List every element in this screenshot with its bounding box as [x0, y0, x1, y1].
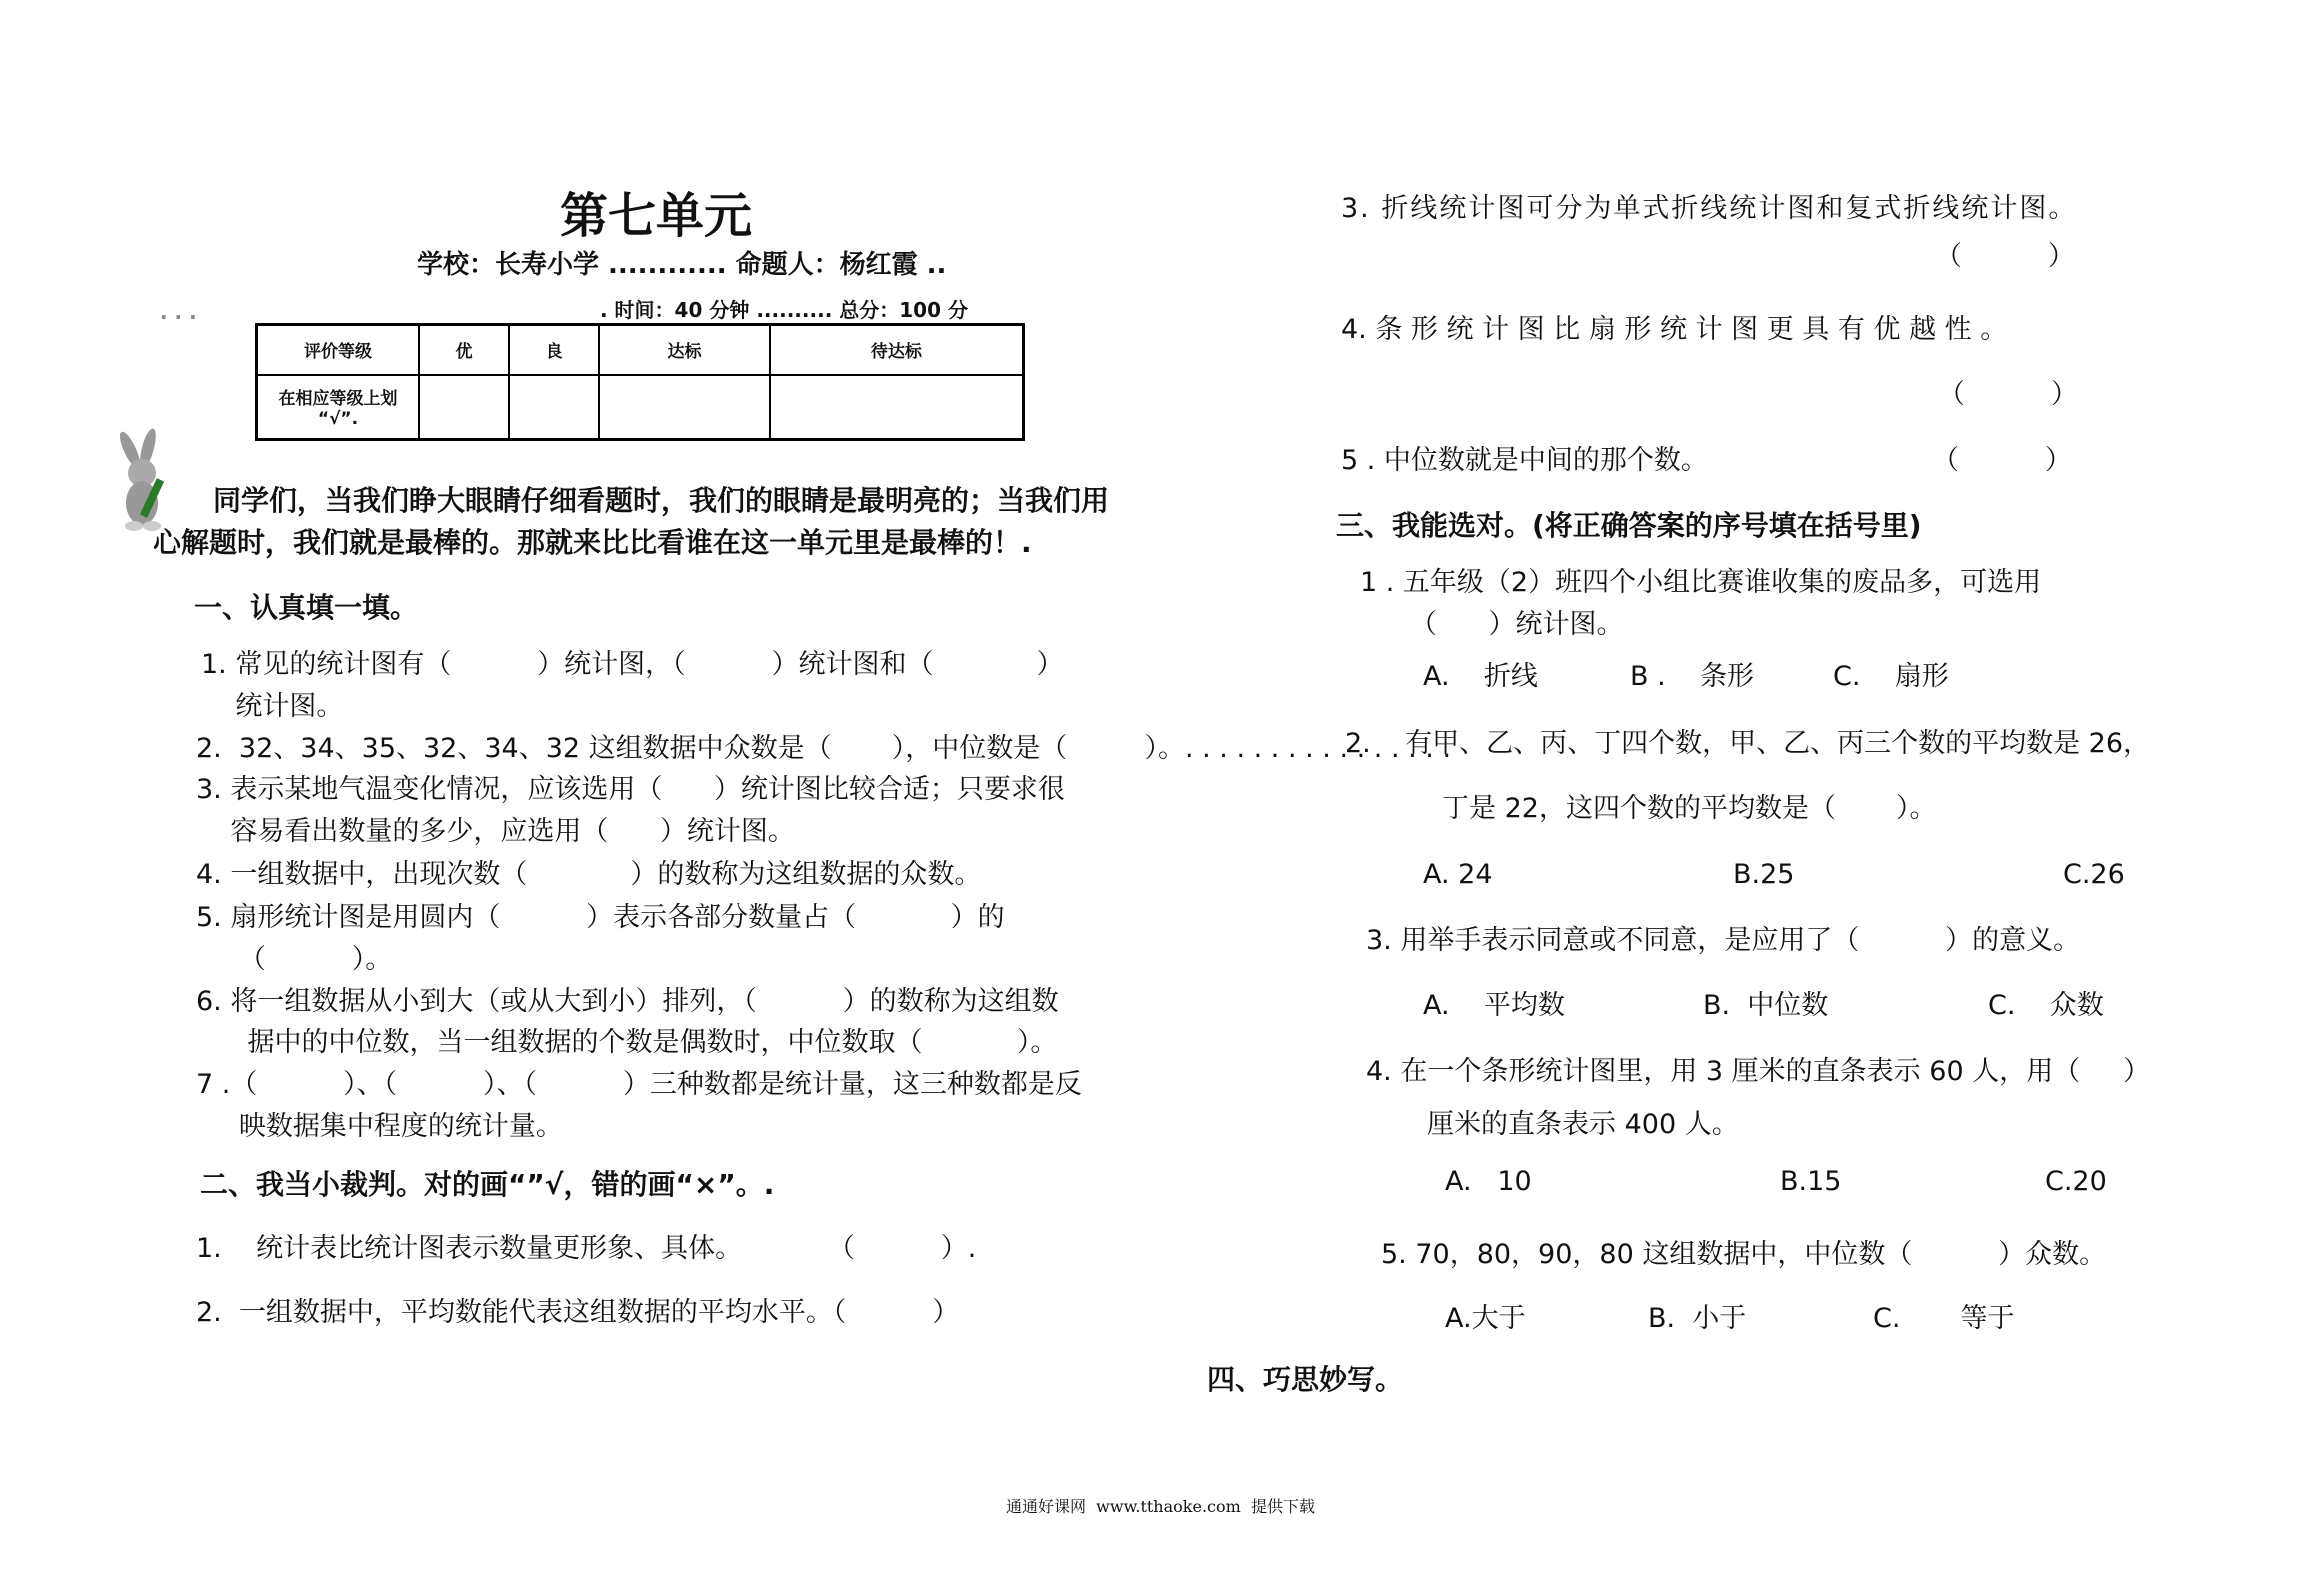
answer-paren: （ ）: [1935, 241, 2075, 272]
s1-line: 4. 一组数据中，出现次数（ ）的数称为这组数据的众数。: [196, 859, 982, 890]
option: A. 折线: [1423, 661, 1538, 692]
option: B.25: [1733, 859, 1795, 890]
s2-line: 1. 统计表比统计图表示数量更形象、具体。 （ ）.: [196, 1233, 977, 1264]
footer: 通通好课网 www.tthaoke.com 提供下载: [1006, 1497, 1315, 1516]
row-label-line2: “√”.: [317, 409, 359, 430]
s1-line: 2. 32、34、35、32、34、32 这组数据中众数是（ ），中位数是（ ）。. . . . . . . . . . . . . . . .: [196, 733, 1452, 764]
rabbit-icon: [108, 428, 188, 533]
table-header: 评价等级: [257, 325, 420, 375]
option: C. 等于: [1873, 1303, 2015, 1334]
option: B.15: [1780, 1166, 1842, 1197]
s1-line: 据中的中位数，当一组数据的个数是偶数时，中位数取（ ）。: [196, 1027, 1058, 1058]
q2-continued: 丁是 22，这四个数的平均数是（ ）。: [1442, 793, 1937, 824]
q4: 4. 在一个条形统计图里，用 3 厘米的直条表示 60 人，用（ ）: [1366, 1056, 2151, 1087]
s1-line: （ ）。: [196, 944, 393, 975]
s2-line: 3. 折线统计图可分为单式折线统计图和复式折线统计图。: [1341, 193, 2078, 224]
s1-line: 映数据集中程度的统计量。: [196, 1111, 563, 1142]
option: C.26: [2063, 859, 2125, 890]
s1-line: 5. 扇形统计图是用圆内（ ）表示各部分数量占（ ）的: [196, 902, 1005, 933]
s1-line: 6. 将一组数据从小到大（或从大到小）排列，（ ）的数称为这组数: [196, 986, 1059, 1017]
s1-line: 7 .（ ）、（ ）、（ ）三种数都是统计量，这三种数都是反: [196, 1069, 1082, 1100]
table-header: 达标: [599, 325, 770, 375]
intro-line-2: 心解题时，我们就是最棒的。那就来比比看谁在这一单元里是最棒的！.: [153, 526, 1032, 559]
section4-heading: 四、巧思妙写。: [1207, 1363, 1404, 1396]
time-score-line: . 时间：40 分钟 .......... 总分：100 分: [600, 298, 968, 322]
s2-line: 4. 条 形 统 计 图 比 扇 形 统 计 图 更 具 有 优 越 性 。: [1341, 314, 2008, 345]
option: A. 10: [1445, 1166, 1532, 1197]
s1-line: 统计图。: [201, 691, 344, 722]
s2-line: 5 . 中位数就是中间的那个数。: [1341, 445, 1708, 476]
option: A. 24: [1423, 859, 1493, 890]
option: A. 平均数: [1423, 990, 1565, 1021]
option: B . 条形: [1630, 661, 1755, 692]
section1-heading: 一、认真填一填。: [194, 591, 419, 624]
q2: 2. 有甲、乙、丙、丁四个数，甲、乙、丙三个数的平均数是 26，: [1345, 728, 2151, 759]
grade-cell[interactable]: [509, 375, 599, 440]
option: C.20: [2045, 1166, 2107, 1197]
school-line: 学校：长寿小学 ............ 命题人：杨红霞 ..: [417, 250, 947, 280]
answer-paren: （ ）: [1932, 445, 2072, 476]
table-header: 优: [419, 325, 509, 375]
section2-heading: 二、我当小裁判。对的画“”√，错的画“×”。.: [200, 1168, 775, 1201]
option: C. 众数: [1988, 990, 2104, 1021]
row-label-line1: 在相应等级上划: [278, 389, 398, 410]
grade-cell[interactable]: [419, 375, 509, 440]
q5: 5. 70，80，90，80 这组数据中，中位数（ ）众数。: [1381, 1239, 2107, 1270]
q1-continued: （ ）统计图。: [1410, 609, 1624, 640]
grade-cell[interactable]: [599, 375, 770, 440]
dots: . . .: [160, 300, 197, 324]
option: B. 中位数: [1703, 990, 1829, 1021]
table-header: 良: [509, 325, 599, 375]
section3-heading: 三、我能选对。(将正确答案的序号填在括号里): [1336, 509, 1922, 542]
page-title: 第七单元: [560, 188, 753, 244]
grade-table: [255, 323, 1025, 441]
intro-line-1: 同学们，当我们睁大眼睛仔细看题时，我们的眼睛是最明亮的；当我们用: [213, 484, 1110, 517]
s1-line: 1. 常见的统计图有（ ）统计图，（ ）统计图和（ ）: [201, 649, 1064, 680]
grade-cell[interactable]: [770, 375, 1024, 440]
answer-paren: （ ）: [1938, 379, 2078, 410]
row-label: [257, 375, 420, 440]
option: A.大于: [1445, 1303, 1526, 1334]
s2-line: 2. 一组数据中，平均数能代表这组数据的平均水平。（ ）: [196, 1297, 960, 1328]
s1-line: 3. 表示某地气温变化情况，应该选用（ ）统计图比较合适；只要求很: [196, 774, 1065, 805]
q1: 1 . 五年级（2）班四个小组比赛谁收集的废品多，可选用: [1360, 567, 2042, 598]
table-header: 待达标: [770, 325, 1024, 375]
option: C. 扇形: [1833, 661, 1949, 692]
option: B. 小于: [1648, 1303, 1747, 1334]
q3: 3. 用举手表示同意或不同意，是应用了（ ）的意义。: [1366, 925, 2081, 956]
s1-line: 容易看出数量的多少，应选用（ ）统计图。: [196, 816, 795, 847]
q4-continued: 厘米的直条表示 400 人。: [1427, 1109, 1739, 1140]
